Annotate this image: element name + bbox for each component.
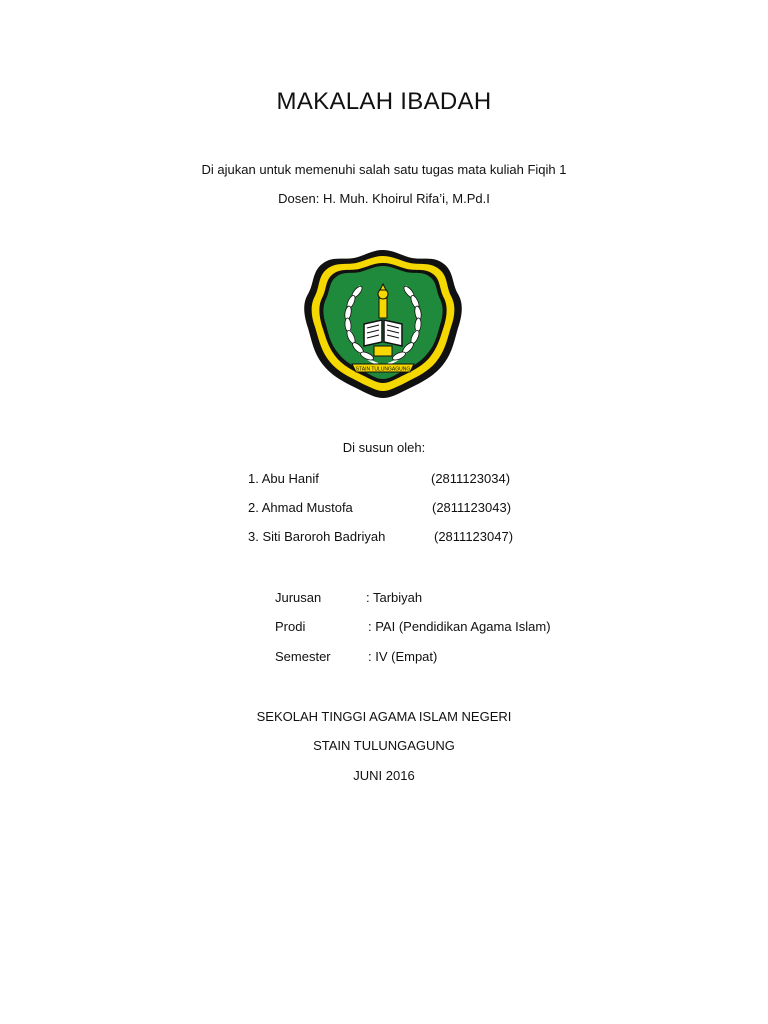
subtitle: Di ajukan untuk memenuhi salah satu tugas mata kuliah Fiqih 1 bbox=[201, 162, 567, 177]
author-1-name: 1. Abu Hanif bbox=[248, 471, 319, 486]
detail-value-prodi: : PAI (Pendidikan Agama Islam) bbox=[368, 619, 551, 634]
campus-name: STAIN TULUNGAGUNG bbox=[313, 738, 455, 753]
institution-emblem-icon bbox=[302, 246, 464, 400]
document-title: MAKALAH IBADAH bbox=[276, 88, 492, 115]
emblem-banner-text: STAIN TULUNGAGUNG bbox=[355, 366, 411, 373]
detail-label-prodi: Prodi bbox=[275, 619, 306, 634]
detail-label-jurusan: Jurusan bbox=[275, 590, 322, 605]
author-3-nim: (2811123047) bbox=[434, 529, 514, 544]
document-date: JUNI 2016 bbox=[353, 768, 415, 783]
author-2-name: 2. Ahmad Mustofa bbox=[248, 500, 353, 515]
detail-label-semester: Semester bbox=[275, 649, 331, 664]
authors-heading: Di susun oleh: bbox=[342, 440, 426, 455]
author-2-nim: (2811123043) bbox=[432, 500, 512, 515]
lecturer: Dosen: H. Muh. Khoirul Rifa’i, M.Pd.I bbox=[278, 191, 490, 206]
author-1-nim: (2811123034) bbox=[431, 471, 511, 486]
detail-value-semester: : IV (Empat) bbox=[368, 649, 438, 664]
detail-value-jurusan: : Tarbiyah bbox=[366, 590, 423, 605]
institution-name: SEKOLAH TINGGI AGAMA ISLAM NEGERI bbox=[256, 709, 512, 724]
author-3-name: 3. Siti Baroroh Badriyah bbox=[248, 529, 386, 544]
